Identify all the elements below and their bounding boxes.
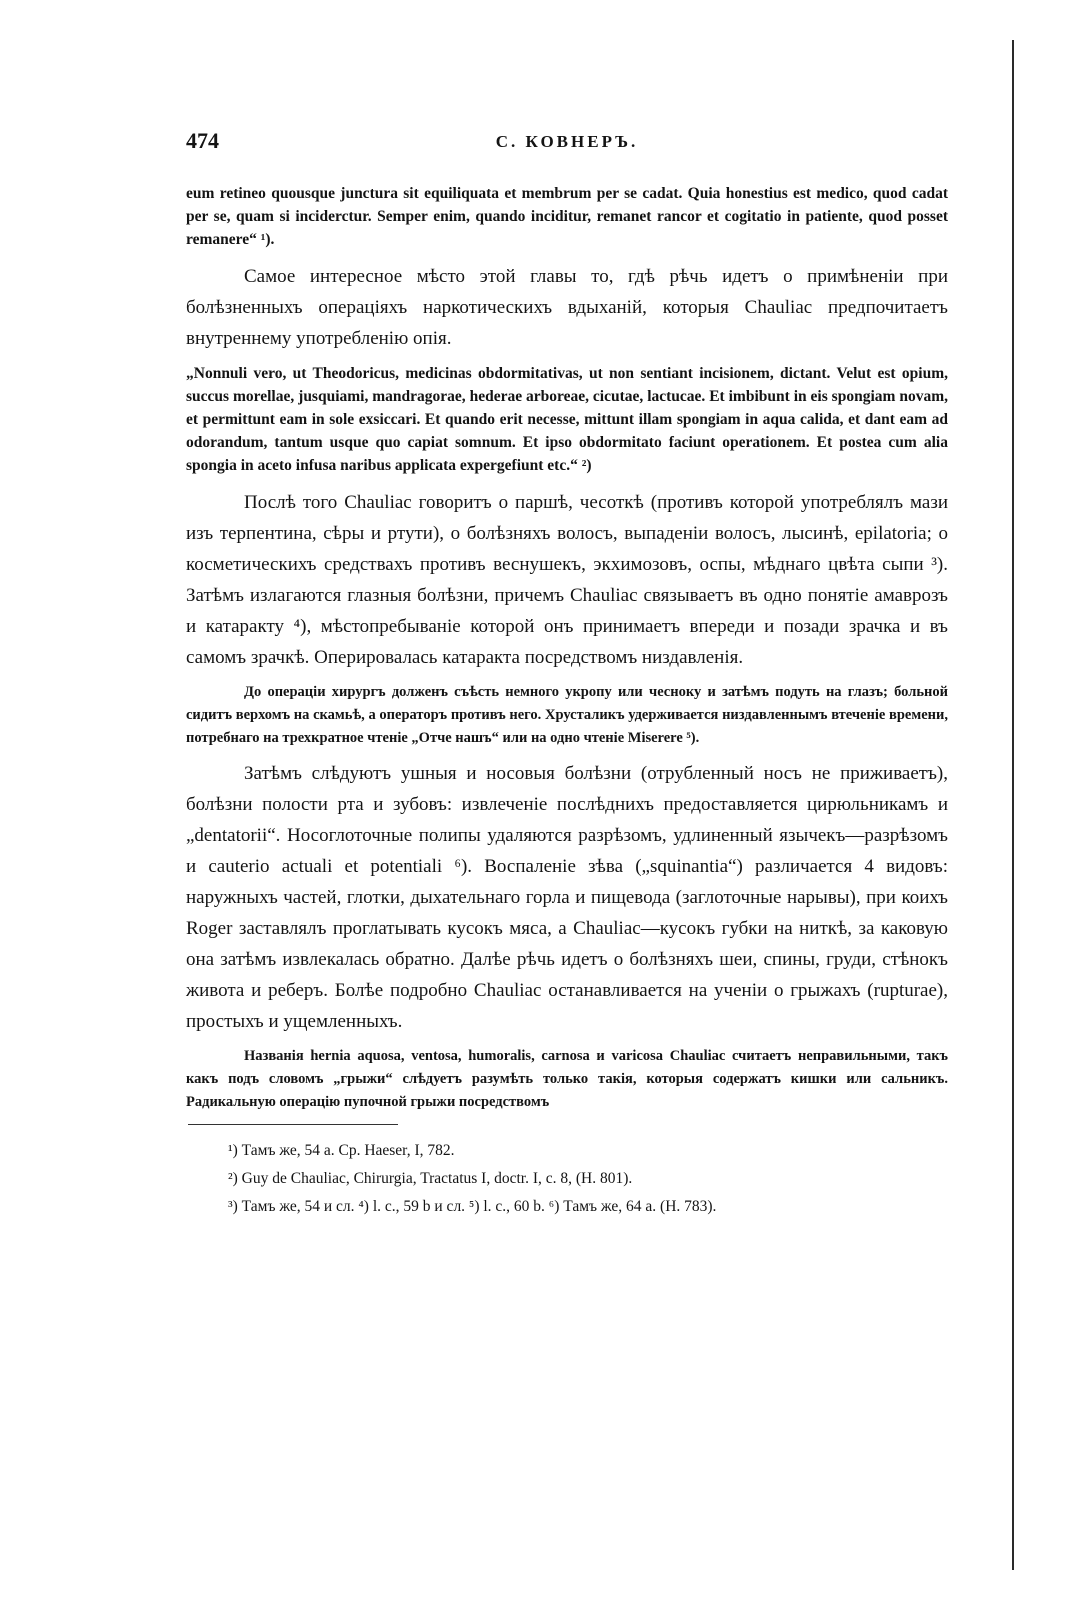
paragraph-narcotic-inhalation: Самое интересное мѣсто этой главы то, гдѣ рѣчь идетъ о примѣненіи при болѣзненныхъ операціяхъ наркотическихъ вдыханій, которыя Chauliac предпочитаетъ внутреннему употребленію опія. xyxy=(186,266,948,349)
small-print-hernia: Названія hernia aquosa, ventosa, humoralis, carnosa и varicosa Chauliac считаетъ неправильными, такъ какъ подъ словомъ „грыжи“ слѣдуетъ разумѣть только такія, которыя содержатъ кишки или сальникъ. Радикальную операцію пупочной грыжи посредствомъ xyxy=(186,1048,948,1110)
running-head: С. КОВНЕРЪ. xyxy=(495,132,639,151)
footnote-1: ¹) Тамъ же, 54 a. Cp. Haeser, I, 782. xyxy=(228,1142,455,1159)
book-page xyxy=(186,128,948,1221)
latin-quote-continuation: eum retineo quousque junctura sit equiliquata et membrum per se cadat. Quia honestius est medico, quod cadat per se, quam si inciderctur. Semper enim, quando inciditur, remanet rancor et cogitatio in patiente, quod posset remanere“ ¹). xyxy=(186,185,948,248)
footnote-2: ²) Guy de Chauliac, Chirurgia, Tractatus I, doctr. I, c. 8, (H. 801). xyxy=(228,1170,633,1187)
footnote-3-6: ³) Тамъ же, 54 и сл. ⁴) l. c., 59 b и сл. ⁵) l. c., 60 b. ⁶) Тамъ же, 64 a. (H. 783). xyxy=(228,1198,717,1215)
small-print-cataract-operation: До операціи хирургъ долженъ съѣсть немного укропу или чесноку и затѣмъ подуть на глазъ; больной сидитъ верхомъ на скамьѣ, а операторъ противъ него. Хрусталикъ удерживается низдавленнымъ втеченіе времени, потребнаго на трехкратное чтеніе „Отче нашъ“ или на одно чтеніе Miserere ⁵). xyxy=(186,684,948,746)
page-edge-rule xyxy=(1012,40,1014,1570)
page-number: 474 xyxy=(186,128,219,153)
footnote-divider xyxy=(188,1124,398,1125)
latin-quote-theodoricus: „Nonnuli vero, ut Theodoricus, medicinas obdormitativas, ut non sentiant incisionem, dictant. Velut est opium, succus morellae, jusquiami, mandragorae, hederae arboreae, cicutae, lactucae. Et imbibunt in eis spongiam novam, et permittunt eam in sole exsiccari. Et quando erit necesse, mittunt illam spongiam in aqua calida, et dant eam ad odorandum, tantum usque quo capiat somnum. Et ipso obdormitato faciunt operationem. Et postea cum alia spongia in aceto infusa naribus applicata expergefiunt etc.“ ²) xyxy=(186,365,948,474)
page-header xyxy=(186,128,948,160)
paragraph-skin-and-eye-diseases: Послѣ того Chauliac говоритъ о паршѣ, чесоткѣ (противъ которой употреблялъ мази изъ терпентина, сѣры и ртути), о болѣзняхъ волосъ, выпаденіи волосъ, лысинѣ, epilatoria; о косметическихъ средствахъ противъ веснушекъ, экхимозовъ, оспы, мѣднаго цвѣта сыпи ³). Затѣмъ излагаются глазныя болѣзни, причемъ Chauliac связываетъ въ одно понятіе амаврозъ и катаракту ⁴), мѣстопребываніе которой онъ принимаетъ впереди и позади зрачка и въ самомъ зрачкѣ. Оперировалась катаракта посредствомъ низдавленія. xyxy=(186,492,948,668)
paragraph-ear-nose-throat: Затѣмъ слѣдуютъ ушныя и носовыя болѣзни (отрубленный носъ не приживаетъ), болѣзни полости рта и зубовъ: извлеченіе послѣднихъ предоставляется цирюльникамъ и „dentatorii“. Носоглоточные полипы удаляются разрѣзомъ, удлиненный язычекъ—разрѣзомъ и cauterio actuali et potentiali ⁶). Воспаленіе зѣва („squinantia“) различается 4 видовъ: наружныхъ частей, глотки, дыхательнаго горла и пищевода (заглоточные нарывы), при коихъ Roger заставлялъ проглатывать кусокъ мяса, а Chauliac—кусокъ губки на ниткѣ, за каковую она затѣмъ извлекалась обратно. Далѣе рѣчь идетъ о болѣзняхъ шеи, спины, груди, стѣнокъ живота и реберъ. Болѣе подробно Chauliac останавливается на ученіи о грыжахъ (rupturae), простыхъ и ущемленныхъ. xyxy=(186,763,948,1032)
